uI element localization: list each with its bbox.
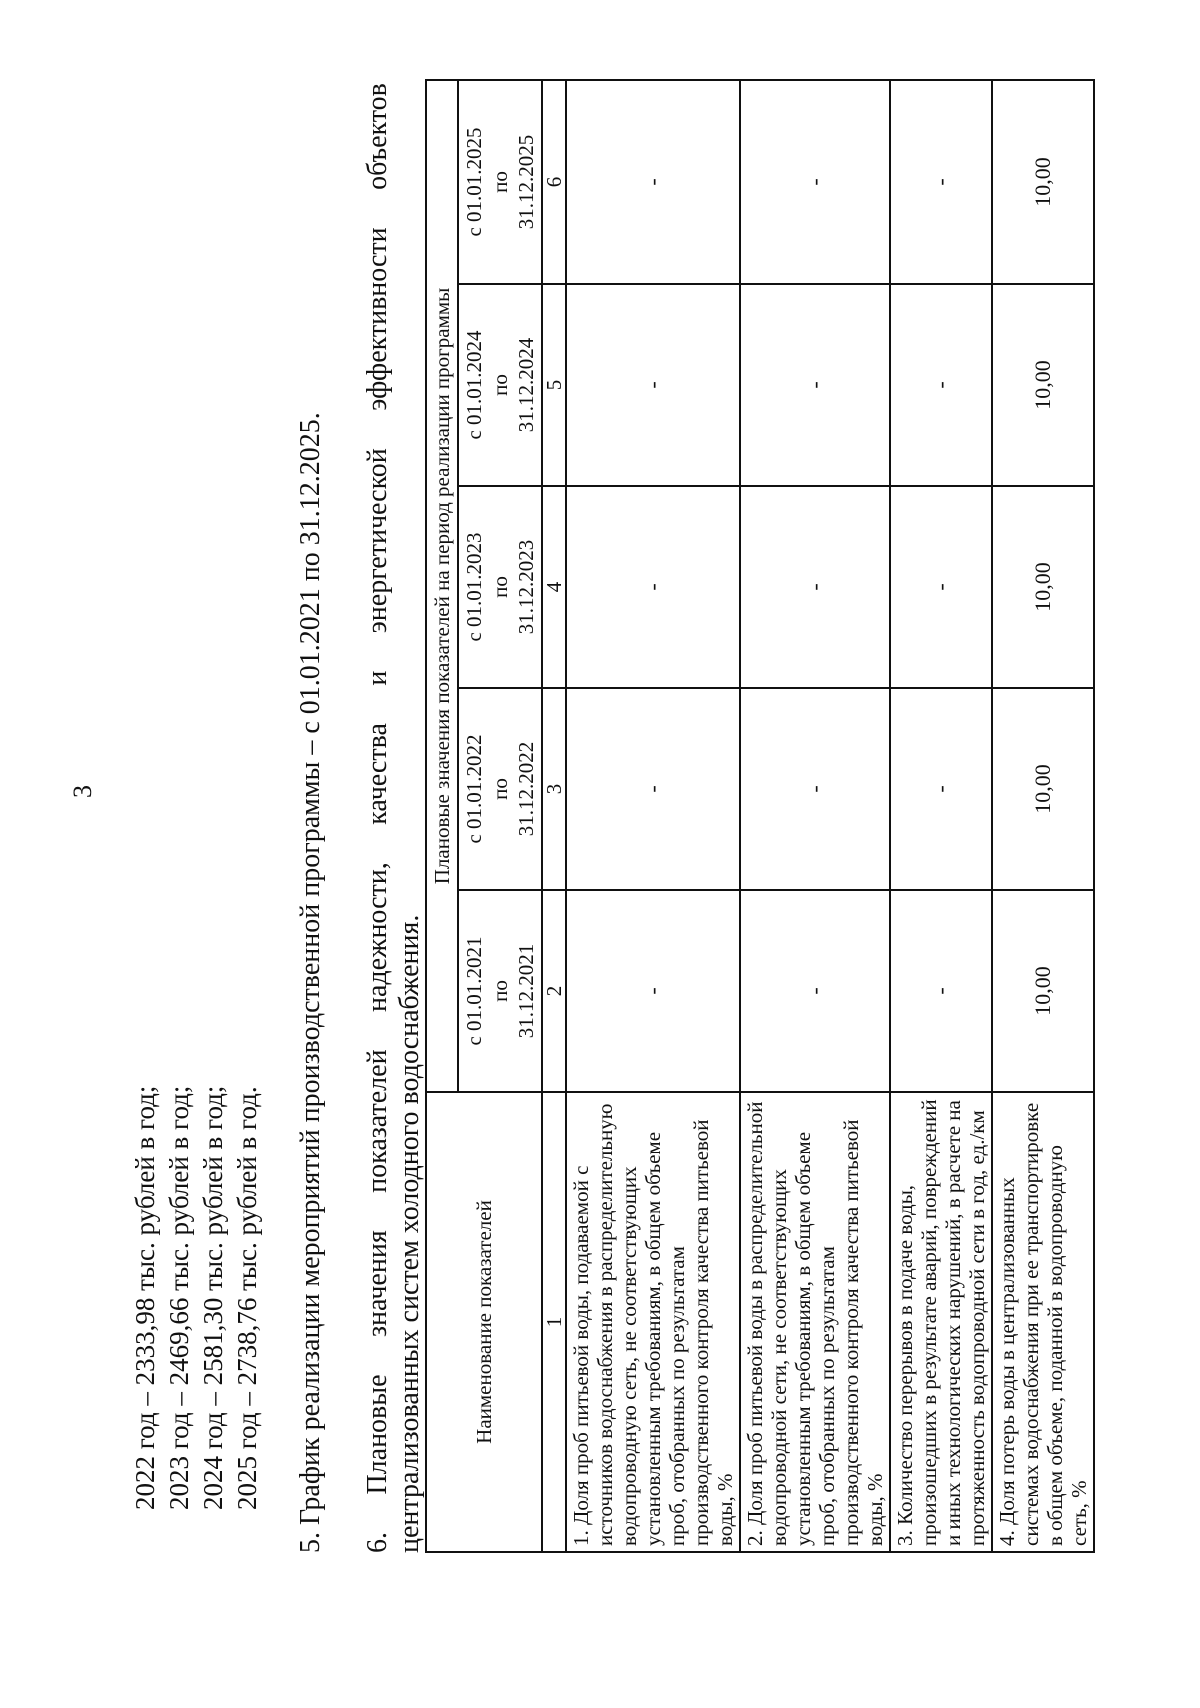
column-number: 3	[542, 688, 566, 890]
indicator-value: -	[566, 284, 740, 486]
indicator-name: 3. Количество перерывов в подаче воды, произошедших в результате аварий, повреждений и иных технологических нарушений, в расчете на протяженность водопроводной сети в год, ед./км	[890, 1092, 992, 1552]
cost-line-2025: 2025 год – 2738,76 тыс. рублей в год.	[232, 1086, 262, 1510]
table-row	[890, 80, 992, 1552]
period-2025-header: с 01.01.2025 по 31.12.2025	[458, 80, 542, 284]
indicator-value: -	[566, 890, 740, 1092]
period-2023-header: с 01.01.2023 по 31.12.2023	[458, 486, 542, 688]
section-6-heading-line1	[362, 83, 394, 1553]
indicator-value: 10,00	[992, 890, 1094, 1092]
indicator-value: -	[890, 80, 992, 284]
indicator-value: 10,00	[992, 80, 1094, 284]
planned-values-header: Плановые значения показателей на период реализации программы	[426, 80, 458, 1092]
period-2021-header: с 01.01.2021 по 31.12.2021	[458, 890, 542, 1092]
table-row	[566, 80, 740, 1552]
annual-cost-list	[128, 1086, 264, 1510]
indicator-value: -	[740, 890, 890, 1092]
heading-word: энергетической	[362, 448, 393, 634]
heading-word: объектов	[362, 83, 393, 190]
indicator-value: -	[890, 890, 992, 1092]
indicator-value: -	[890, 688, 992, 890]
heading-word: надежности,	[362, 862, 393, 1012]
page-number: 3	[68, 785, 97, 798]
section-6-heading-line2: централизованных систем холодного водоснабжения.	[394, 914, 425, 1553]
indicator-value: -	[566, 688, 740, 890]
column-number: 1	[542, 1092, 566, 1552]
column-number: 6	[542, 80, 566, 284]
section-5-schedule: 5. График реализации мероприятий производственной программы – с 01.01.2021 по 31.12.2025.	[295, 412, 326, 1553]
indicator-value: -	[890, 486, 992, 688]
column-number: 4	[542, 486, 566, 688]
indicator-value: -	[740, 486, 890, 688]
indicator-value: -	[740, 80, 890, 284]
indicators-table	[425, 79, 1095, 1553]
indicator-name-header: Наименование показателей	[426, 1092, 542, 1552]
heading-word: и	[362, 670, 393, 686]
table-row	[740, 80, 890, 1552]
indicator-value: -	[566, 486, 740, 688]
indicator-value: 10,00	[992, 688, 1094, 890]
column-number: 2	[542, 890, 566, 1092]
indicator-name: 4. Доля потерь воды в централизованных системах водоснабжения при ее транспортировке в общем объеме, поданной в водопроводную сеть, %	[992, 1092, 1094, 1552]
cost-line-2023: 2023 год – 2469,66 тыс. рублей в год;	[164, 1085, 194, 1510]
indicator-value: 10,00	[992, 284, 1094, 486]
indicator-value: -	[740, 284, 890, 486]
table-row	[992, 80, 1094, 1552]
heading-word: показателей	[362, 1049, 393, 1193]
heading-word: качества	[362, 723, 393, 825]
column-number: 5	[542, 284, 566, 486]
indicator-value: -	[890, 284, 992, 486]
cost-line-2022: 2022 год – 2333,98 тыс. рублей в год;	[130, 1085, 160, 1510]
section-6-heading	[362, 83, 426, 1553]
indicator-value: -	[566, 80, 740, 284]
indicator-name: 1. Доля проб питьевой воды, подаваемой с источников водоснабжения в распределительную водопроводную сеть, не соответствующих установленным требованиям, в общем объеме проб, отобранных по результатам производственного контроля качества питьевой воды, %	[566, 1092, 740, 1552]
column-number-row	[542, 80, 566, 1552]
heading-word: 6.	[362, 1532, 393, 1553]
indicator-value: 10,00	[992, 486, 1094, 688]
cost-line-2024: 2024 год – 2581,30 тыс. рублей в год;	[198, 1085, 228, 1510]
heading-word: Плановые	[362, 1374, 393, 1495]
heading-word: значения	[362, 1230, 393, 1338]
heading-word: эффективности	[362, 227, 393, 411]
indicator-name: 2. Доля проб питьевой воды в распределительной водопроводной сети, не соответствующих установленным требованиям, в общем объеме проб, отобранных по результатам производственного контроля качества питьевой воды, %	[740, 1092, 890, 1552]
indicator-value: -	[740, 688, 890, 890]
period-2024-header: с 01.01.2024 по 31.12.2024	[458, 284, 542, 486]
period-2022-header: с 01.01.2022 по 31.12.2022	[458, 688, 542, 890]
